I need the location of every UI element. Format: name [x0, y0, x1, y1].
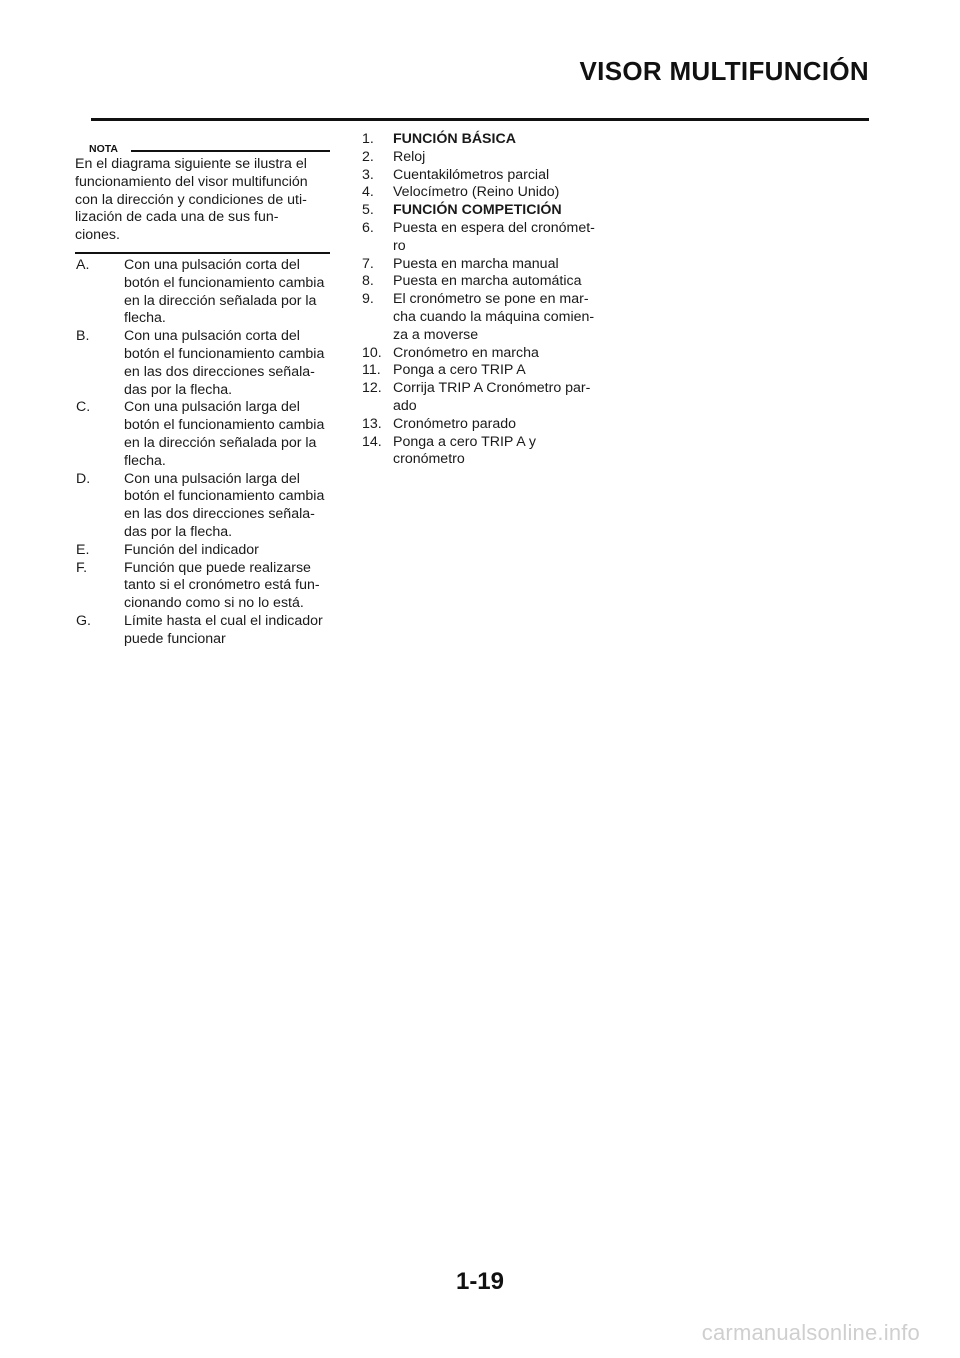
legend-text-line: botón el funcionamiento cambia	[124, 274, 325, 291]
item-text-line: Ponga a cero TRIP A	[393, 362, 526, 379]
numbered-item	[362, 362, 612, 380]
numbered-item	[362, 167, 612, 185]
item-text-line: Corrija TRIP A Cronómetro par-	[393, 380, 591, 397]
note-line: En el diagrama siguiente se ilustra el	[75, 156, 307, 172]
page-title: VISOR MULTIFUNCIÓN	[579, 56, 869, 86]
legend-item	[76, 399, 338, 470]
numbered-item	[362, 256, 612, 274]
numbered-item	[362, 202, 612, 220]
note-box	[75, 143, 330, 254]
legend-text-line: botón el funcionamiento cambia	[124, 488, 325, 505]
item-number: 14.	[362, 433, 382, 450]
numbered-item	[362, 291, 612, 344]
legend-item	[76, 257, 338, 328]
legend-text-line: en la dirección señalada por la	[124, 434, 317, 451]
item-text-line: FUNCIÓN COMPETICIÓN	[393, 202, 562, 219]
legend-item	[76, 542, 338, 560]
item-text-line: Puesta en marcha automática	[393, 273, 582, 290]
legend-letter: C.	[76, 399, 91, 416]
note-line: lización de cada una de sus fun-	[75, 209, 279, 226]
item-text-line: cha cuando la máquina comien-	[393, 308, 595, 325]
legend-letter: D.	[76, 470, 91, 487]
item-number: 11.	[362, 362, 381, 379]
header-rule	[91, 118, 869, 121]
note-line: con la dirección y condiciones de uti-	[75, 191, 307, 208]
item-text-line: za a moverse	[393, 326, 479, 343]
item-text-line: El cronómetro se pone en mar-	[393, 291, 589, 308]
item-number: 2.	[362, 148, 374, 165]
legend-text-line: Función que puede realizarse	[124, 559, 311, 576]
legend-letter: G.	[76, 612, 91, 629]
item-text-line: Reloj	[393, 148, 426, 165]
item-text-line: Puesta en espera del cronómet-	[393, 219, 595, 236]
note-header	[75, 143, 330, 156]
page-number: 1-19	[455, 1268, 505, 1295]
legend-text-line: Con una pulsación larga del	[124, 399, 300, 416]
legend-item	[76, 613, 338, 649]
legend-text-line: botón el funcionamiento cambia	[124, 345, 325, 362]
note-label: NOTA	[89, 143, 118, 155]
legend-text-line: en la dirección señalada por la	[124, 292, 317, 309]
numbered-item	[362, 380, 612, 416]
legend-item	[76, 560, 338, 613]
legend-text-line: flecha.	[124, 452, 166, 469]
item-number: 12.	[362, 380, 382, 397]
item-number: 9.	[362, 291, 374, 308]
note-header-rule	[131, 150, 330, 152]
legend-text-line: Función del indicador	[124, 541, 259, 558]
legend-text-line: das por la flecha.	[124, 523, 233, 540]
legend-text-line: das por la flecha.	[124, 381, 233, 398]
legend-text-line: en las dos direcciones señala-	[124, 506, 315, 523]
numbered-item	[362, 273, 612, 291]
legend-text-line: puede funcionar	[124, 630, 226, 647]
numbered-item	[362, 184, 612, 202]
item-number: 4.	[362, 184, 374, 201]
item-text-line: cronómetro	[393, 451, 465, 468]
item-number: 13.	[362, 415, 382, 432]
legend-text-line: en las dos direcciones señala-	[124, 363, 315, 380]
legend-text-line: Con una pulsación corta del	[124, 257, 300, 273]
numbered-item	[362, 149, 612, 167]
legend-item	[76, 328, 338, 399]
legend-list	[76, 257, 338, 649]
item-text-line: Cronómetro parado	[393, 415, 517, 432]
legend-letter: E.	[76, 541, 90, 558]
legend-text-line: botón el funcionamiento cambia	[124, 417, 325, 434]
item-number: 10.	[362, 344, 382, 361]
watermark: carmanualsonline.info	[701, 1320, 920, 1345]
note-line: ciones.	[75, 227, 120, 244]
legend-text-line: tanto si el cronómetro está fun-	[124, 577, 320, 594]
legend-text-line: cionando como si no lo está.	[124, 595, 304, 612]
item-text-line: Puesta en marcha manual	[393, 255, 559, 272]
numbered-item	[362, 416, 612, 434]
item-text-line: ro	[393, 237, 406, 254]
item-text-line: FUNCIÓN BÁSICA	[393, 131, 516, 147]
legend-text-line: Con una pulsación corta del	[124, 328, 300, 345]
item-number: 7.	[362, 255, 374, 272]
item-number: 5.	[362, 202, 374, 219]
legend-text-line: flecha.	[124, 310, 166, 327]
legend-letter: F.	[76, 559, 88, 576]
note-bottom-rule	[75, 252, 330, 254]
item-number: 6.	[362, 219, 374, 236]
legend-item	[76, 471, 338, 542]
item-text-line: Ponga a cero TRIP A y	[393, 433, 537, 450]
legend-letter: B.	[76, 328, 90, 345]
legend-text-line: Con una pulsación larga del	[124, 470, 300, 487]
item-number: 1.	[362, 131, 374, 147]
legend-letter: A.	[76, 257, 90, 273]
item-text-line: Cronómetro en marcha	[393, 344, 539, 361]
numbered-item	[362, 220, 612, 256]
note-line: funcionamiento del visor multifunción	[75, 173, 308, 190]
item-text-line: ado	[393, 397, 417, 414]
item-text-line: Cuentakilómetros parcial	[393, 166, 550, 183]
legend-text-line: Límite hasta el cual el indicador	[124, 612, 323, 629]
item-text-line: Velocímetro (Reino Unido)	[393, 184, 560, 201]
numbered-item	[362, 345, 612, 363]
numbered-item	[362, 131, 612, 149]
note-text	[75, 156, 330, 245]
numbered-list	[362, 131, 612, 469]
item-number: 3.	[362, 166, 374, 183]
numbered-item	[362, 434, 612, 470]
item-number: 8.	[362, 273, 374, 290]
